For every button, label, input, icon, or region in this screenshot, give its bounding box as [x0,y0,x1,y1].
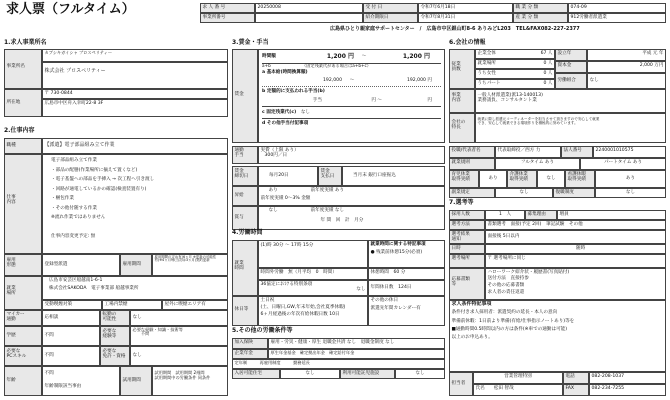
name-kana: カブシキガイシャ プロスペリティー [42,49,228,62]
hiyo-label: 日時 [449,244,485,254]
jigyosho-label: 事業所番号 [200,13,255,23]
menkyo-label: 必要な 免許・資格 [100,346,130,366]
nenkan: 124日 [398,285,412,290]
basho-box [42,276,228,300]
pc-label: 必要な PCスキル [4,346,42,366]
kigyo-label: 企業年金 [232,349,268,359]
tsukin-label: 通勤 手当 [232,146,258,164]
kyujitsu-box [258,296,368,326]
tanto-shimei-label: 氏名 [475,385,485,391]
mycar-label: マイカー 通勤 [4,310,42,326]
kyujitsu-other-box [368,296,445,326]
tokki-jiko-line: ■通勤時間0.5時間以内の方は条件(※車での通勤は可能) [451,326,568,332]
jikangai-label: 時間外労働 [260,269,284,275]
kaigo: なし [537,170,565,188]
nyukyo-label: 入居可能住宅 [232,369,280,379]
naiyo-line: ・梱包作業 [51,196,74,201]
kyokei-label: 休憩時間 [370,269,389,275]
basho-label: 就業 場所 [4,276,42,310]
tenkin: なし [130,310,228,326]
shugyo-count-label: 就業場所 [477,60,496,66]
naiyo-line: ・その他付随する作業 [51,205,97,211]
judo: 工場内禁煙 [102,300,162,310]
ubo4: 求人者の責任返還 [487,289,525,295]
shugyo-count [475,59,555,69]
nenrei-jiyu: 年齢制限該当事由 [44,383,82,389]
menkyo: なし [130,346,228,366]
kigyo: 厚生年金基金 確定拠出年金 確定給付年金 [268,349,445,359]
tanto-shimei: 松田 智哉 [493,385,514,391]
shoyo: なし [268,207,278,213]
keiken: 必要な経験・知識・技術等 不問 [130,326,228,346]
koyo-kikan-label: 雇用期間 [120,254,152,276]
tokurei-label: 就業時間に関する特記事項 [370,241,426,247]
hoken-label: 加入保険 [232,338,268,349]
teinen-box [232,359,445,369]
shokugyo-label: 職 業 分 類 [513,3,568,13]
section-4-heading: 4.労働時間 [232,229,263,236]
kihon-to: 192,000 円 [406,78,432,83]
jikan-note2: （固定残業代がある場合はa+b+c） [302,63,371,68]
shihon: 2,000 万円 [587,61,666,73]
tanto-label: 担当者 [449,372,473,396]
part-count [475,79,555,89]
section-5-heading: 5.その他の労働条件等 [232,327,293,334]
uketsuke-date: 令和7年6月18日 [418,3,513,13]
nenkan-box [368,280,445,296]
kyujitsu-label: 休日等 [232,296,258,326]
ikuji-label: 育児休業 取得実績 [449,170,479,188]
keiken-label: 必要な 経験等 [100,326,130,346]
tokucho-label: 会社の 特長 [449,113,475,143]
senko: 書類選考 面接(予定 2回) 筆記試験 その他 [485,220,666,230]
tokki: 〒 選考場所に同じ [485,254,666,268]
judo2: 屋外に喫煙エリア有 [162,300,228,310]
kyujitsu: 土日祝 [260,297,275,303]
hiyo: 随時 [485,244,666,254]
shoyo-box [258,206,445,230]
koyo: 登録型派遣 [42,254,120,276]
kyujitsu-other: その他の休日 [370,297,399,303]
naiyo-line: ・部品の配膳(作業場所に揃えて置くなど) [51,167,138,173]
tokki-jiko-line: 以上のお申込あり。 [451,335,493,341]
tokurei: ● 残業前休憩15分(必須) [370,249,423,255]
sangyo-value: 912労働者派遣業 [568,13,666,23]
kumiai: なし [587,73,666,89]
kyujitsu2: (土、日曜日,GW,年末年始,会社夏季休暇) [260,304,346,310]
fukugyo-label: 副業規定 [449,188,495,198]
zip: 〒 730-0844 [42,89,228,99]
shoyo-label: 賞与 [232,206,258,230]
kigyo-zentai-value: 67 人 [540,50,553,56]
pat: パートタイム あり [580,158,666,170]
pc: 不問 [42,346,100,366]
b-label: b 定額的に支払われる手当(b) [262,89,325,94]
kaigo-label: 介護休業 取得実績 [507,170,537,188]
d-label: d その他手当付記事項 [262,118,441,128]
tel: 082-208-1037 [589,372,666,384]
naiyo-line: 電子部品組み立て作業 [51,158,97,163]
saiyo-label: 採用人数 [449,210,485,220]
ubo1: ハローワーク紹介状・履歴書(写真貼付) [487,269,570,275]
kihon-from: 192,000 [323,78,342,83]
judo-label: 受動喫煙対策 [42,300,102,310]
tokubetsu-box [258,280,368,296]
jigyosho-value [255,13,363,23]
shokyu3: 前年度実績 0～3% 金額 [260,195,311,201]
kyujitsu-other2: 派遣先年間カレンダー有 [370,305,421,311]
part-count-label: うちパート [477,80,501,86]
shugyo-count-value: 0 人 [543,60,553,66]
hoken: 雇用・労災・健康・厚生 退職金共済 なし 退職金制度 なし [268,338,445,349]
teinen2: 再雇用制度 [259,359,281,365]
jikangai-box [258,268,368,280]
section-3-heading: 3.賃金・手当 [232,39,269,46]
shokyu-label: 昇給 [232,186,258,206]
mycar: 応相談 [42,310,100,326]
b-teate-v: 円 ～ [371,98,382,103]
basho-1: 広島市安芸区船越南1-6-1 [49,277,103,283]
shokushu: 【派遣】電子部品組み立て作業 [42,138,228,154]
shoyo2: 前年度実績 なし [310,207,345,213]
kango-label: 看護休暇 取得実績 [565,170,595,188]
jigyo-label: 事業 内容 [449,89,475,113]
shiharai: 当月末 銀行口座振込 [342,166,445,186]
shiyo-label: 試用期間 [120,366,152,396]
hojin-label: 法人番号 [561,146,593,158]
naiyo-line: ※流れ作業ではありません [51,215,106,220]
ubo3: その他の応募書類 [487,283,525,289]
tanto-shimei-box [473,384,563,396]
tokki-jiko-line: 準備前休暇：1日前より準備(有給/仕事指示ノートあり)等を [451,318,575,324]
c-label: c 固定残業代(c) [262,110,297,115]
kyujin-no: 20250008 [255,3,363,13]
kigyo-zentai-label: 企業全体 [477,50,496,56]
name-label: 事業所名 [4,49,42,89]
c-value: なし [300,110,311,115]
boshu-label: 募集理由 [525,210,557,220]
jikan-note: a+b [262,63,271,68]
part-count-value: 0 人 [543,80,553,86]
shokai-date: 令和7年8月31日 [418,13,513,23]
b-teate-v2: 円 [427,98,432,103]
shokyu: あり [268,187,278,193]
kekka: 面接後 5日以内 [485,230,666,244]
kyokei: 60 分 [393,269,406,275]
tokki-label: 選考場所 [449,254,485,268]
page-title: 求人票（フルタイム） [6,2,135,17]
furu: フルタイム あり [495,158,580,170]
kango: あり [595,170,666,188]
nyukyo: なし [280,369,340,379]
nenrei-label: 年齢 [4,366,42,396]
jikan: (1)時 30分 ～ 17時 15分 [258,240,368,268]
riyo-label: 利用可能託児施設 [340,369,395,379]
shihon-label: 資本金 [555,61,587,73]
tokucho: 就業に際し派遣元コーディネーターを担当させて頂きますので安心して就業 でき、安心して就業できる環境作りを積極的に努めています。 [475,113,666,143]
uketsuke-label: 受 付 日 [363,3,418,13]
jugyo-label: 従業 員数 [449,49,475,89]
kyujin-no-label: 求 人 番 号 [200,3,255,13]
tokurei-box [368,240,445,268]
tokki-jiko-line: 条件付き求人採用者：派遣契約の延長・本人の意向 [451,310,558,316]
tokki-jiko-box [449,300,666,372]
address: 広島市中区舟入幸町22-8 3F [42,99,228,117]
address-label: 所在地 [4,89,42,117]
setsuritsu-label: 設立年 [555,49,587,61]
fukugyo: なし [495,188,553,198]
fax: 082-234-7255 [589,384,666,396]
riyo: なし [395,369,445,379]
office-info: 広島県ひとり親家庭サポートセンター / 広島市中区銀山町8-6 ありみどL203 TEL&FAX082-227-2377 [330,26,580,32]
kihon-label: a 基本給(時間換算額) [262,70,308,75]
hojin: 2240001010575 [593,146,666,158]
jikan-to: 1,200 円 [402,52,430,60]
shoyo3: 年 間 回 計 月分 [320,217,364,223]
chingin-box: 時間額 1,200 円 ～ 1,200 円 a+b （固定残業代がある場合はa+b+c） a 基本給(時間換算額) 192,000 ～ 192,000 円 b 定額的に支払われる手当(b) 手当 円 ～ 円 c 固定残業代(c) なし d その他手当付記事項 [258,49,445,143]
nenrei-box [42,366,120,396]
company-name: 株式会社 プロスペリティー [42,62,228,89]
naiyo-line: ・電子基盤への部品を手挿入 → 次工程へ引き渡し [51,177,155,182]
jikan-from: 1,200 円 [326,52,354,60]
nenkan-label: 年間休日数 [370,285,394,290]
senko-label: 選考方法 [449,220,485,230]
nenrei: 不問 [44,370,54,376]
ubo2: 送付方法 直接持参 [487,276,529,282]
b-teate: 手当 [312,98,322,103]
koyo-label: 雇用 形態 [4,254,42,276]
naiyo-label: 仕事 内容 [4,154,42,254]
jikangai: 無（月平均 0 時間） [288,269,337,275]
jikan-label: 就業 時間 [232,240,258,296]
yakushoku: 代表取締役／西方 力 [495,146,561,158]
tokubetsu2: なし [356,286,366,292]
section-1-heading: 1.求人事業所名 [4,39,47,46]
kumiai-label: 労働組合 [555,73,587,89]
shime-label: 賃金 締切日 [232,166,258,186]
fukushoku: なし [595,188,666,198]
tokubetsu: 36協定における特別条項 [260,281,313,287]
kyokei-box [368,268,445,280]
section-2-heading: 2.仕事内容 [4,127,35,134]
kyujitsu3: 6ヶ月経過後の年次有給休暇日数 10日 [260,312,340,318]
tel-label: 電話 [563,372,589,384]
josei-count [475,69,555,79]
teinen: 定年制 [234,359,248,365]
shokushu-label: 職種 [4,138,42,154]
shokai-label: 紹介期限日 [363,13,418,23]
shiyo: 試用期間 試用期間 2週間 試用期間中の労働条件 同条件 [152,366,228,396]
jigyo: 一般人材派遣業(派13-140013) 業務請負、コンサルタント業 [475,89,666,113]
shiharai-label: 賃金 支払日 [318,166,342,186]
fax-label: FAX [563,384,589,396]
naiyo-line [51,225,219,235]
josei-count-label: うち女性 [477,70,496,76]
shokugyo-value: 074-09 [568,3,666,13]
yakushoku-label: 役職/代表者名 [449,146,495,158]
gakureki-label: 学歴 [4,326,42,346]
koyo-kikan: 雇用期間の定め有(6ヵ月 ※更新の可能性有)※4ヵ月毎(当初は3ヵ月)契約更新 [152,254,228,276]
tokki-jiko-heading: 求人条件特記事項 [451,300,492,307]
shime: 毎月20日 [258,166,318,186]
tsukin-box [258,146,445,164]
kekka-label: 選考結果 通知 [449,230,485,244]
kinmu: 勤務延長 [293,359,310,365]
tsukin: 実費（上限 あり） [260,147,299,153]
naiyo-box [42,154,228,254]
naiyo-line: ・回路が通電しているかの確認(検査装置有り) [51,186,147,192]
shokyu2: 前年度実績 あり [310,187,345,193]
setsuritsu: 平成 元 年 [587,49,666,61]
section-6-heading: 6.会社の情報 [449,39,486,46]
naiyo-line: 仕事内容変更予定: 無 [51,234,96,239]
josei-count-value: 0 人 [543,70,553,76]
ubo-box [485,268,666,300]
boshu: 増員 [557,210,666,220]
jikan-label: 時間額 [262,54,276,60]
ikuji: あり [479,170,507,188]
sangyo-label: 産 業 分 類 [513,13,568,23]
kigyo-zentai [475,49,555,59]
shugyo-kisoku-label: 就業規則 [449,158,495,170]
shokyu-box [258,186,445,206]
fukushoku-label: 復職制度 [553,188,595,198]
gakureki: 不問 [42,326,100,346]
tenkin-label: 転勤の 可能性 [100,310,130,326]
section-7-heading: 7.選考等 [449,199,474,206]
basho-2: 株式会社SAKODA 電子事業部 船越事業所 [49,285,139,291]
tsukin2: 300円／日 [264,152,288,158]
tanto-bumon: 営業管理特別 [473,372,563,384]
chingin-label: 賃金 [232,49,258,143]
saiyo: 1 人 [485,210,525,220]
ubo-label: 応募書類 等 [449,268,485,300]
